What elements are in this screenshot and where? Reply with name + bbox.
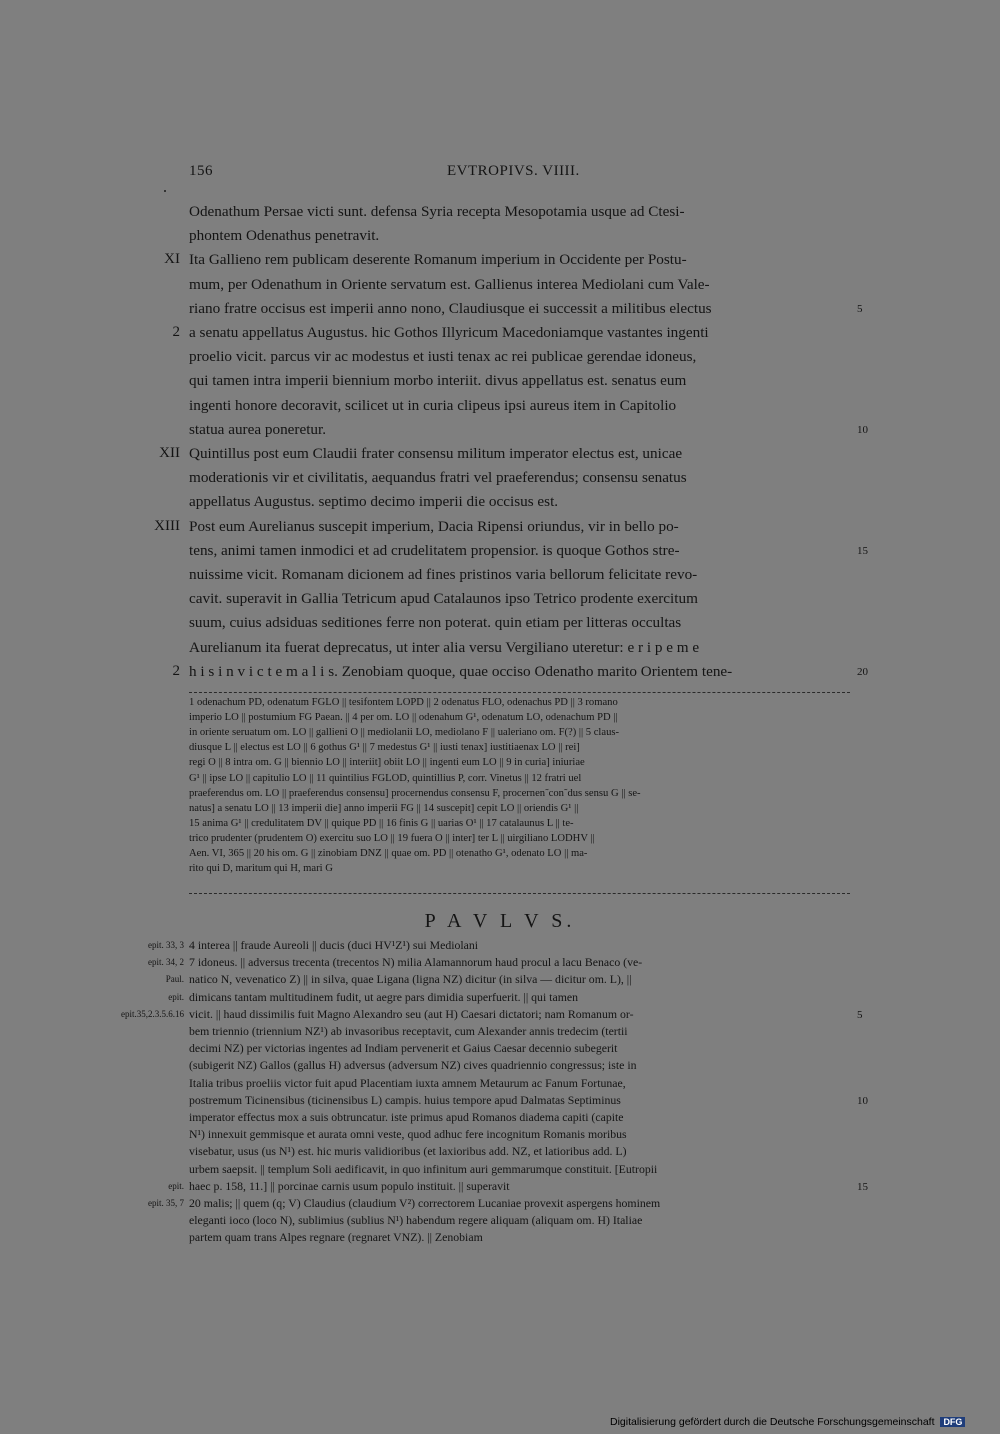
line-number: 15	[857, 1180, 868, 1193]
paulus-line: urbem saepsit. || templum Soli aedificavit, in quo infinitum auri gemmarumque constituit. [Eutropii	[189, 1161, 658, 1176]
text-line: h i s i n v i c t e m a l i s. Zenobiam quoque, quae occiso Odenatho marito Orientem tene-	[189, 662, 733, 680]
text-line: qui tamen intra imperii biennium morbo interiit. divus appellatus est. senatus eum	[189, 372, 687, 390]
footer-text: Digitalisierung gefördert durch die Deutsche Forschungsgemeinschaft	[610, 1416, 935, 1428]
section-marker: 2	[172, 662, 180, 679]
line-number: 5	[857, 302, 863, 315]
source-ref: Paul.	[165, 974, 184, 985]
paulus-line: eleganti ioco (loco N), sublimius (sublius N¹) habendum regere aliquam (aliquam om. H) Italiae	[189, 1213, 643, 1228]
section-marker: XI	[164, 251, 180, 268]
paulus-line: 4 interea || fraude Aureoli || ducis (duci HV¹Z¹) sui Mediolani	[189, 938, 479, 952]
apparatus-line: 15 anima G¹ || credulitatem DV || quique PD || 16 finis G || uarias O¹ || 17 catalaunus L || te-	[189, 817, 574, 829]
text-line: Post eum Aurelianus suscepit imperium, Dacia Ripensi oriundus, vir in bello po-	[189, 517, 679, 535]
running-title: EVTROPIVS. VIIII.	[447, 163, 580, 179]
paulus-line: natico N, vevenatico Z) || in silva, quae Ligana (ligna NZ) dicitur (in silva — dicitur om. L), ||	[189, 972, 632, 987]
apparatus-line: rito qui D, maritum qui H, mari G	[189, 863, 333, 875]
source-ref: epit. 34, 2	[148, 957, 184, 968]
text-line: phontem Odenathus penetravit.	[189, 227, 380, 245]
text-line: cavit. superavit in Gallia Tetricum apud Catalaunos ipso Tetrico prodente exercitum	[189, 590, 698, 608]
paulus-line: (subigerit NZ) Gallos (gallus H) adversus (adversum NZ) cives quadriennio congressus; iste in	[189, 1058, 637, 1073]
page-number: 156	[189, 163, 213, 179]
line-number: 15	[857, 544, 868, 557]
line-number: 5	[857, 1008, 863, 1021]
text-line: Aurelianum ita fuerat deprecatus, ut inter alia versu Vergiliano uteretur: e r i p e m e	[189, 638, 700, 656]
apparatus-line: praeferendus om. LO || praeferendus consensu] procernendus consensu F, procernen˜con˜dus sensu G || se-	[189, 787, 641, 799]
paulus-line: Italia tribus proeliis victor fuit apud Placentiam iuxta amnem Metaurum ac Fanum Fortunae,	[189, 1075, 626, 1090]
paulus-line: partem quam trans Alpes regnare (regnaret VNZ). || Zenobiam	[189, 1230, 483, 1245]
section-divider	[189, 893, 850, 894]
apparatus-line: trico prudenter (prudentem O) exercitu suo LO || 19 fuera O || inter] ter L || uirgiliano LODHV ||	[189, 832, 595, 844]
text-line: tens, animi tamen inmodici et ad crudelitatem propensior. is quoque Gothos stre-	[189, 541, 680, 559]
paulus-line: postremum Ticinensibus (ticinensibus L) campis. huius tempore apud Dalmatas Septiminus	[189, 1092, 621, 1107]
text-line: riano fratre occisus est imperii anno nono, Claudiusque ei successit a militibus electus	[189, 299, 712, 317]
paulus-line: imperator effectus mox a suis obtruncatur. iste primus apud Romanos diadema capiti (capite	[189, 1110, 624, 1124]
apparatus-line: Aen. VI, 365 || 20 his om. G || zinobiam DNZ || quae om. PD || otenatho G¹, odenato LO || ma-	[189, 848, 588, 859]
paulus-line: decimi NZ) per victorias ingentes ad Indiam pervenerit et Gaius Caesar decennio subegerit	[189, 1041, 618, 1056]
text-line: moderationis vir et civilitatis, aequandus fratri vel praeferendus; consensu senatus	[189, 469, 687, 487]
text-line: Quintillus post eum Claudii frater consensu militum imperator electus est, unicae	[189, 445, 683, 462]
paulus-line: N¹) innexuit gemmisque et aurata omni veste, quod adhuc fere incognitum Romanis moribus	[189, 1127, 627, 1142]
paulus-line: bem triennio (triennium NZ¹) ab invasoribus receptavit, cum Alexander annis tredecim (tertii	[189, 1024, 628, 1038]
text-line: suum, cuius adsiduas seditiones ferre non poterat. quin etiam per litteras occultas	[189, 614, 682, 632]
line-number: 20	[857, 665, 868, 678]
line-number: 10	[857, 423, 868, 436]
paulus-line: 7 idoneus. || adversus trecenta (trecentos N) milia Alamannorum haud procul a lacu Benaco (ve-	[189, 955, 643, 970]
paulus-line: 20 malis; || quem (q; V) Claudius (claudium V²) correctorem Lucaniae provexit aspergens hominem	[189, 1196, 661, 1210]
paulus-line: vicit. || haud dissimilis fuit Magno Alexandro seu (aut H) Caesari dictatori; nam Romanum or-	[189, 1006, 634, 1021]
section-marker: XII	[159, 445, 180, 461]
text-line: proelio vicit. parcus vir ac modestus et iusti tenax ac rei publicae gerendae idoneus,	[189, 348, 697, 366]
apparatus-line: in oriente seruatum om. LO || gallieni O || mediolanii LO, mediolano F || ualeriano om. F(?) || 5 claus-	[189, 727, 620, 739]
section-marker: 2	[172, 324, 180, 340]
source-ref: epit.35,2.3.5.6.16	[121, 1008, 184, 1019]
apparatus-line: G¹ || ipse LO || capitulio LO || 11 quintilius FGLOD, quintillius P, corr. Vinetus || 12 fratri uel	[189, 772, 582, 784]
text-line: statua aurea poneretur.	[189, 420, 327, 438]
paulus-line: visebatur, usus (us N¹) est. hic muris validioribus (et laxioribus add. NZ, et latioribus add. L)	[189, 1144, 627, 1159]
apparatus-line: diusque L || electus est LO || 6 gothus G¹ || 7 medestus G¹ || iusti tenax] iustitiaenax LO || rei]	[189, 742, 580, 754]
apparatus-line: natus] a senatu LO || 13 imperii die] anno imperii FG || 14 suscepit] cepit LO || oriendis G¹ ||	[189, 802, 579, 814]
text-line: ingenti honore decoravit, scilicet ut in curia clipeus ipsi aureus item in Capitolio	[189, 396, 677, 414]
text-line: nuissime vicit. Romanam dicionem ad fines pristinos varia bellorum felicitate revo-	[189, 566, 698, 583]
text-line: Ita Gallieno rem publicam deserente Romanum imperium in Occidente per Postu-	[189, 251, 687, 269]
source-ref: epit. 35, 7	[148, 1198, 184, 1208]
source-ref: epit.	[168, 991, 184, 1002]
section-marker: XIII	[154, 517, 180, 534]
apparatus-line: 1 odenachum PD, odenatum FGLO || tesifontem LOPD || 2 odenatus FLO, odenachus PD || 3 romano	[189, 697, 618, 708]
text-line: a senatu appellatus Augustus. hic Gothos Illyricum Macedoniamque vastantes ingenti	[189, 324, 709, 341]
apparatus-line: regi O || 8 intra om. G || biennio LO || interiit] obiit LO || ingenti eum LO || 9 in curia] iniuriae	[189, 757, 585, 769]
footer-credit	[610, 1416, 965, 1428]
dfg-logo: DFG	[940, 1417, 965, 1427]
line-number: 10	[857, 1094, 868, 1107]
source-ref: epit. 33, 3	[148, 940, 184, 950]
text-line: Odenathum Persae victi sunt. defensa Syria recepta Mesopotamia usque ad Ctesi-	[189, 203, 685, 220]
paulus-title: P A V L V S.	[424, 910, 576, 932]
paulus-line: dimicans tantam multitudinem fudit, ut aegre pars dimidia superfuerit. || qui tamen	[189, 989, 579, 1004]
margin-dot	[164, 190, 166, 192]
source-ref: epit.	[168, 1180, 184, 1191]
text-line: appellatus Augustus. septimo decimo imperii die occisus est.	[189, 493, 559, 511]
apparatus-line: imperio LO || postumium FG Paean. || 4 per om. LO || odenahum G¹, odenatum LO, odenachum PD ||	[189, 712, 618, 724]
paulus-line: haec p. 158, 11.] || porcinae carnis usum populo instituit. || superavit	[189, 1178, 510, 1193]
text-line: mum, per Odenathum in Oriente servatum est. Gallienus interea Mediolani cum Vale-	[189, 275, 710, 293]
apparatus-divider	[189, 692, 850, 693]
